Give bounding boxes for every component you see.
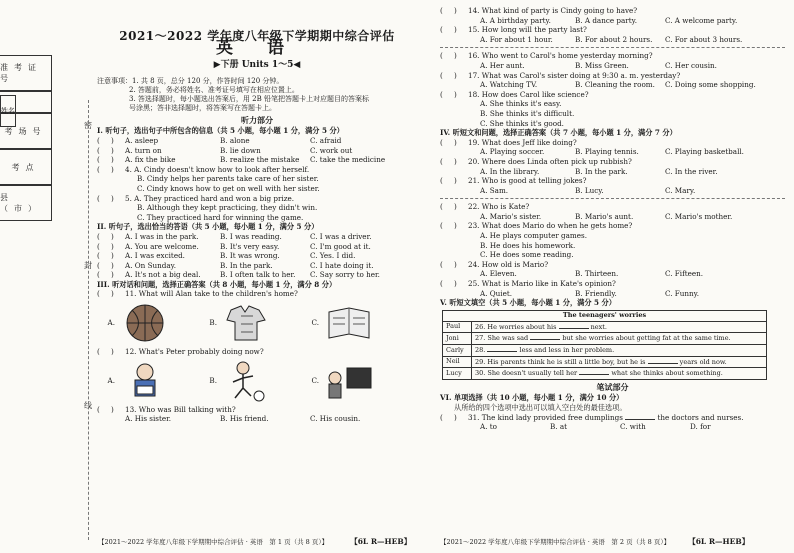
question-row: ( ) A. turn on B. lie down C. work out (97, 145, 353, 155)
option-row (440, 167, 785, 177)
option-a: A. fix the bike (125, 155, 176, 165)
option-a: A. On Sunday. (125, 260, 177, 270)
question-row: ( ) 12. What's Peter probably doing now? (97, 347, 264, 357)
question-row: ( ) 22. Who is Kate? (440, 202, 530, 212)
question-text: 18. How does Carol like science? (468, 89, 589, 99)
option-c: C. Cindy knows how to get on well with her sister. (137, 183, 320, 193)
option-b: B. Cleaning the room. (575, 80, 655, 90)
question-text: 23. What does Mario do when he gets home? (468, 221, 633, 231)
option-a: A. asleep (125, 135, 159, 145)
written-heading: 笔试部分 (596, 381, 629, 392)
seal-char-2: 封 (84, 261, 92, 270)
option-c: C. Fifteen. (665, 269, 704, 279)
option-c: C. She thinks it's good. (480, 118, 564, 128)
subject-title: 英 语 (216, 37, 298, 58)
question-row: ( ) 4. A. Cindy doesn't know how to look after herself. (97, 164, 310, 174)
option-a: A. Sam. (480, 185, 509, 195)
option-b: B. She thinks it's difficult. (480, 108, 575, 118)
seal-line (88, 100, 89, 540)
option-b: B. I was reading. (220, 231, 282, 241)
question-row: ( ) 24. How old is Mario? (440, 259, 549, 269)
table-row (443, 345, 767, 357)
option-a: A. For about 1 hour. (480, 34, 553, 44)
row-name: Lucy (443, 368, 472, 380)
option-a: A. I was excited. (125, 251, 185, 261)
option-c: C. I was a driver. (310, 231, 372, 241)
question-row: ( ) 31. The kind lady provided free dumplings the doctors and nurses. (440, 412, 744, 422)
question-row: ( ) 18. How does Carol like science? (440, 89, 589, 99)
question-row: ( ) A. It's not a big deal. B. I often talk to her. C. Say sorry to her. (97, 270, 380, 280)
exam-site-label: 考点 (0, 149, 52, 185)
option-b: B. Friendly. (575, 288, 617, 298)
option-c: C. For about 3 hours. (665, 34, 743, 44)
option-c: C. I hate doing it. (310, 260, 374, 270)
pic-label-a: A. (107, 375, 115, 385)
row-text-b: years old now. (679, 357, 727, 366)
divider (440, 47, 785, 48)
boy-reading-icon (119, 360, 171, 402)
option-c: C. He does some reading. (480, 250, 574, 260)
footer-code: 【6L R—HEB】 (350, 537, 412, 546)
option-row (440, 186, 785, 196)
note-line: 2. 答题前，务必将姓名、准考证号填写在相应位置上。 (129, 85, 299, 94)
option-c: C. Mary. (665, 185, 696, 195)
option-row (440, 16, 785, 26)
question-row: ( ) A. On Sunday. B. In the park. C. I hate doing it. (97, 260, 374, 270)
option-a: A. Eleven. (480, 269, 517, 279)
option-a: A. Her aunt. (480, 60, 525, 70)
worries-table (442, 310, 767, 380)
option-b: B. Mario's aunt. (575, 211, 634, 221)
option-b: B. realize the mistake (220, 155, 300, 165)
option-a: A. Watching TV. (480, 80, 538, 90)
option-c: C. afraid (310, 135, 342, 145)
question-row: ( ) 14. What kind of party is Cindy going to have? (440, 6, 638, 15)
scope-banner: ▶下册 Units 1～5◀ (213, 60, 301, 71)
table-caption: The teenagers' worries (443, 310, 767, 321)
right-column (440, 6, 785, 432)
option-b: B. at (550, 422, 568, 432)
question-text: 24. How old is Mario? (468, 259, 549, 269)
option-a: 4. A. Cindy doesn't know how to look after herself. (125, 164, 310, 174)
question-row: ( ) 16. Who went to Carol's home yesterday morning? (440, 51, 653, 61)
option-c: C. work out (310, 145, 353, 155)
part6-title: VI. 单项选择（共 10 小题，每小题 1 分，满分 10 分） (440, 393, 624, 403)
part1-title: I. 听句子，选出句子中所包含的信息（共 5 小题，每小题 1 分，满分 5 分） (97, 126, 344, 136)
exam-room-label: 考场号 (0, 113, 52, 149)
question-row: ( ) 25. What is Mario like in Kate's opinion? (440, 279, 616, 289)
question-row: ( ) 19. What does Jeff like doing? (440, 137, 577, 147)
row-name: Neil (443, 356, 472, 368)
option-row (440, 61, 785, 71)
option-c: C. A welcome party. (665, 15, 738, 25)
pic-label-a: A. (107, 318, 115, 328)
question-text: 15. How long will the party last? (468, 25, 587, 35)
option-b: B. Although they kept practicing, they didn't win. (137, 203, 318, 213)
blank (487, 345, 517, 352)
option-b: B. Cindy helps her parents take care of her sister. (137, 174, 319, 184)
footer-text: 【2021～2022 学年度八年级下学期期中综合评估 · 英语 第 1 页（共 8 页）】 (98, 538, 329, 546)
option-c: C. His cousin. (310, 414, 361, 424)
option-a: A. His sister. (125, 414, 172, 424)
option-b: B. Lucy. (575, 185, 604, 195)
divider (440, 198, 785, 199)
question-text: 14. What kind of party is Cindy going to have? (468, 6, 638, 15)
option-c: C. They practiced hard for winning the game. (137, 212, 304, 222)
question-row: ( ) A. I was excited. B. It was wrong. C. Yes. I did. (97, 251, 356, 261)
blank (648, 357, 678, 364)
footer-right (440, 536, 749, 547)
option-c: C. In the river. (665, 166, 718, 176)
row-text-a: 30. She doesn't usually tell her (475, 369, 578, 378)
row-text-a: 28. (475, 346, 486, 354)
pic-label-b: B. (209, 375, 217, 385)
part6-instruction: 从所给的四个选项中选出可以填入空白处的最佳选项。 (454, 402, 627, 412)
option-row (440, 147, 785, 157)
question-text: 13. Who was Bill talking with? (125, 404, 236, 414)
option-a: 5. A. They practiced hard and won a big prize. (125, 193, 295, 203)
option-b: B. He does his homework. (480, 240, 576, 250)
option-a: A. You are welcome. (125, 241, 199, 251)
footer-left (98, 536, 411, 547)
option-c: C. take the medicine (310, 155, 386, 165)
question-row: ( ) A. asleep B. alone C. afraid (97, 135, 342, 145)
pic-label-c: C. (311, 375, 319, 385)
note-line: 注意事项：1. 共 8 页，总分 120 分，作答时间 120 分钟。 (97, 76, 284, 85)
left-column (97, 29, 417, 424)
question-row: ( ) A. I was in the park. B. I was reading. C. I was a driver. (97, 231, 372, 241)
question-row: ( ) 11. What will Alan take to the children's home? (97, 289, 298, 299)
blank (579, 368, 609, 375)
option-row (440, 80, 785, 90)
option-a: A. He plays computer games. (480, 231, 587, 241)
listening-heading: 听力部分 (241, 114, 273, 125)
option-a: A. In the library. (480, 166, 540, 176)
option-b: B. In the park. (575, 166, 628, 176)
clothes-icon (221, 302, 273, 344)
option-b: B. Thirteen. (575, 269, 619, 279)
question-text: 11. What will Alan take to the children's home? (125, 289, 298, 299)
question-text: 21. Who is good at telling jokes? (468, 176, 587, 186)
question-row: ( ) 15. How long will the party last? (440, 25, 587, 35)
name-label: 姓名 (0, 95, 16, 127)
question-text: 19. What does Jeff like doing? (468, 137, 577, 147)
option-row (440, 212, 785, 222)
option-row (440, 35, 785, 45)
row-text-a: 26. He worries about his (475, 322, 557, 331)
option-c: C. Say sorry to her. (310, 270, 380, 280)
question-row: ( ) 21. Who is good at telling jokes? (440, 176, 587, 186)
option-b: B. Miss Green. (575, 60, 629, 70)
exam-title: 2021～2022 学年度八年级下学期期中综合评估 (119, 29, 395, 43)
part5-title: V. 听短文填空（共 5 小题，每小题 1 分，满分 5 分） (440, 298, 616, 308)
note-line: 3. 答选择题时，每小题选出答案后，用 2B 铅笔把答题卡上对应题目的答案标 (129, 94, 369, 103)
option-a: A. A birthday party. (480, 15, 551, 25)
question-text: 12. What's Peter probably doing now? (125, 347, 264, 357)
question-row: ( ) 23. What does Mario do when he gets home? (440, 221, 633, 231)
option-b: B. I often talk to her. (220, 270, 296, 280)
option-a: A. I was in the park. (125, 231, 199, 241)
question-text: 31. The kind lady provided free dumplings (468, 412, 623, 422)
boy-watching-tv-icon (323, 360, 375, 402)
option-a: A. It's not a big deal. (125, 270, 201, 280)
option-c: C. Playing basketball. (665, 147, 744, 157)
option-b: B. Playing tennis. (575, 147, 639, 157)
row-name: Joni (443, 333, 472, 345)
question-row: ( ) 13. Who was Bill talking with? (97, 404, 236, 414)
ticket-number-label: 准考证号 (0, 55, 52, 91)
picture-options-q12 (97, 358, 417, 404)
option-b: B. It was wrong. (220, 251, 280, 261)
binding-strip (0, 55, 52, 235)
option-c: C. I'm good at it. (310, 241, 371, 251)
row-text-b: but she worries about getting fat at the same time. (562, 334, 731, 343)
option-row (440, 289, 785, 299)
part2-title: II. 听句子，选出恰当的答语（共 5 小题，每小题 1 分，满分 5 分） (97, 222, 319, 232)
question-text: 16. Who went to Carol's home yesterday morning? (468, 51, 653, 61)
table-row (443, 368, 767, 380)
book-icon (323, 302, 375, 344)
option-b: B. It's very easy. (220, 241, 280, 251)
option-a: A. Quiet. (480, 288, 513, 298)
blank (559, 322, 589, 329)
table-row (443, 333, 767, 345)
picture-options-q11 (97, 300, 417, 346)
table-row (443, 356, 767, 368)
option-c: C. Doing some shopping. (665, 80, 756, 90)
option-b: B. lie down (220, 145, 261, 155)
seal-char-1: 密 (84, 121, 92, 130)
question-text: 20. Where does Linda often pick up rubbish? (468, 156, 632, 166)
row-text-b: less and less in her problem. (519, 346, 615, 354)
note-line: 号涂黑；答非选择题时，将答案写在答题卡上。 (129, 103, 276, 112)
seal-char-3: 线 (84, 401, 92, 410)
option-c: C. Her cousin. (665, 60, 717, 70)
option-a: A. to (480, 422, 497, 432)
row-text-b: next. (590, 322, 607, 331)
row-name: Paul (443, 321, 472, 333)
option-b: B. For about 2 hours. (575, 34, 653, 44)
option-c: C. Mario's mother. (665, 211, 733, 221)
option-d: D. for (690, 422, 711, 432)
option-c: C. with (620, 422, 646, 432)
footer-text: 【2021～2022 学年度八年级下学期期中综合评估 · 英语 第 2 页（共 8 页）】 (440, 538, 671, 546)
pic-label-c: C. (311, 318, 319, 328)
option-b: B. His friend. (220, 414, 269, 424)
question-text: 17. What was Carol's sister doing at 9:30 a. m. yesterday? (468, 70, 681, 80)
part4-title: IV. 听短文和问题，选择正确答案（共 7 小题，每小题 1 分，满分 7 分） (440, 128, 677, 138)
blank (530, 333, 560, 340)
question-row: ( ) A. fix the bike B. realize the mistake C. take the medicine (97, 155, 386, 165)
footer-code: 【6L R—HEB】 (688, 537, 750, 546)
boy-playing-soccer-icon (221, 360, 273, 402)
question-row: ( ) 5. A. They practiced hard and won a big prize. (97, 193, 295, 203)
option-b: B. A dance party. (575, 15, 638, 25)
option-row (440, 422, 785, 432)
row-name: Carly (443, 345, 472, 357)
question-text: 22. Who is Kate? (468, 202, 530, 212)
table-row (443, 321, 767, 333)
question-text: 25. What is Mario like in Kate's opinion? (468, 279, 616, 289)
option-row (97, 414, 417, 424)
question-row: ( ) 17. What was Carol's sister doing at 9:30 a. m. yesterday? (440, 70, 681, 80)
option-a: A. Mario's sister. (480, 211, 542, 221)
option-c: C. Funny. (665, 288, 700, 298)
basketball-icon (119, 302, 171, 344)
option-b: B. In the park. (220, 260, 273, 270)
pic-label-b: B. (209, 318, 217, 328)
county-label: 县（市） (0, 185, 52, 221)
option-b: B. alone (220, 135, 250, 145)
option-c: C. Yes. I did. (310, 251, 356, 261)
row-text-b: what she thinks about something. (611, 369, 723, 378)
option-a: A. She thinks it's easy. (480, 99, 562, 109)
blank (625, 413, 655, 420)
option-a: A. Playing soccer. (480, 147, 545, 157)
row-text-a: 29. His parents think he is still a little boy, but he is (475, 357, 646, 366)
option-a: A. turn on (125, 145, 162, 155)
row-text-a: 27. She was sad (475, 334, 529, 343)
option-row (440, 269, 785, 279)
exam-notes (97, 77, 417, 113)
question-text-tail: the doctors and nurses. (657, 412, 744, 422)
question-row: ( ) A. You are welcome. B. It's very easy. C. I'm good at it. (97, 241, 371, 251)
question-row: ( ) 20. Where does Linda often pick up rubbish? (440, 156, 632, 166)
part3-title: III. 听对话和问题，选择正确答案（共 8 小题，每小题 1 分，满分 8 分） (97, 279, 337, 289)
